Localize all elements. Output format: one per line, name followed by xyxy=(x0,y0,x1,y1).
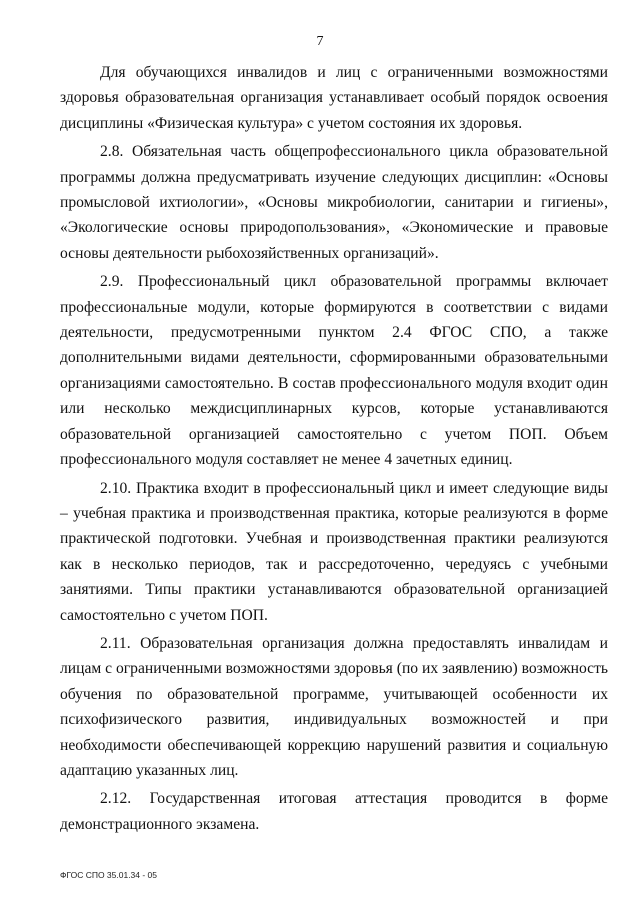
paragraph-2-12: 2.12. Государственная итоговая аттестация проводится в форме демонстрационного экзамена. xyxy=(60,790,608,833)
paragraph-2-9: 2.9. Профессиональный цикл образовательной программы включает профессиональные модули, которые формируются в соответствии с видами деятельности, предусмотренными пунктом 2.4 ФГОС СПО, а также дополнительными видами деятельности, сформированными образовательными организациями самостоятельно. В состав профессионального модуля входит один или несколько междисциплинарных курсов, которые устанавливаются образовательной организацией самостоятельно с учетом ПОП. Объем профессионального модуля составляет не менее 4 зачетных единиц. xyxy=(60,273,608,469)
paragraph-2-11: 2.11. Образовательная организация должна предоставлять инвалидам и лицам с ограниченными возможностями здоровья (по их заявлению) возможность обучения по образовательной программе, учитывающей особенности их психофизического развития, индивидуальных возможностей и при необходимости обеспечивающей коррекцию нарушений развития и социальную адаптацию указанных лиц. xyxy=(60,634,608,779)
page-number: 7 xyxy=(316,34,324,49)
paragraph-2-10: 2.10. Практика входит в профессиональный цикл и имеет следующие виды – учебная практика и производственная практика, которые реализуются в форме практической подготовки. Учебная и производственная практики реализуются как в несколько периодов, так и рассредоточенно, чередуясь с учебными занятиями. Типы практики устанавливаются образовательной организацией самостоятельно с учетом ПОП. xyxy=(60,479,608,624)
paragraph-disabled-students-pe: Для обучающихся инвалидов и лиц с ограниченными возможностями здоровья образовательная организация устанавливает особый порядок освоения дисциплины «Физическая культура» с учетом состояния их здоровья. xyxy=(60,64,608,132)
paragraph-2-8: 2.8. Обязательная часть общепрофессионального цикла образовательной программы должна предусматривать изучение следующих дисциплин: «Основы промысловой ихтиологии», «Основы микробиологии, санитарии и гигиены», «Экологические основы природопользования», «Экономические и правовые основы деятельности рыбохозяйственных организаций». xyxy=(60,143,608,262)
document-footer: ФГОС СПО 35.01.34 - 05 xyxy=(60,870,158,880)
document-body xyxy=(60,60,608,840)
